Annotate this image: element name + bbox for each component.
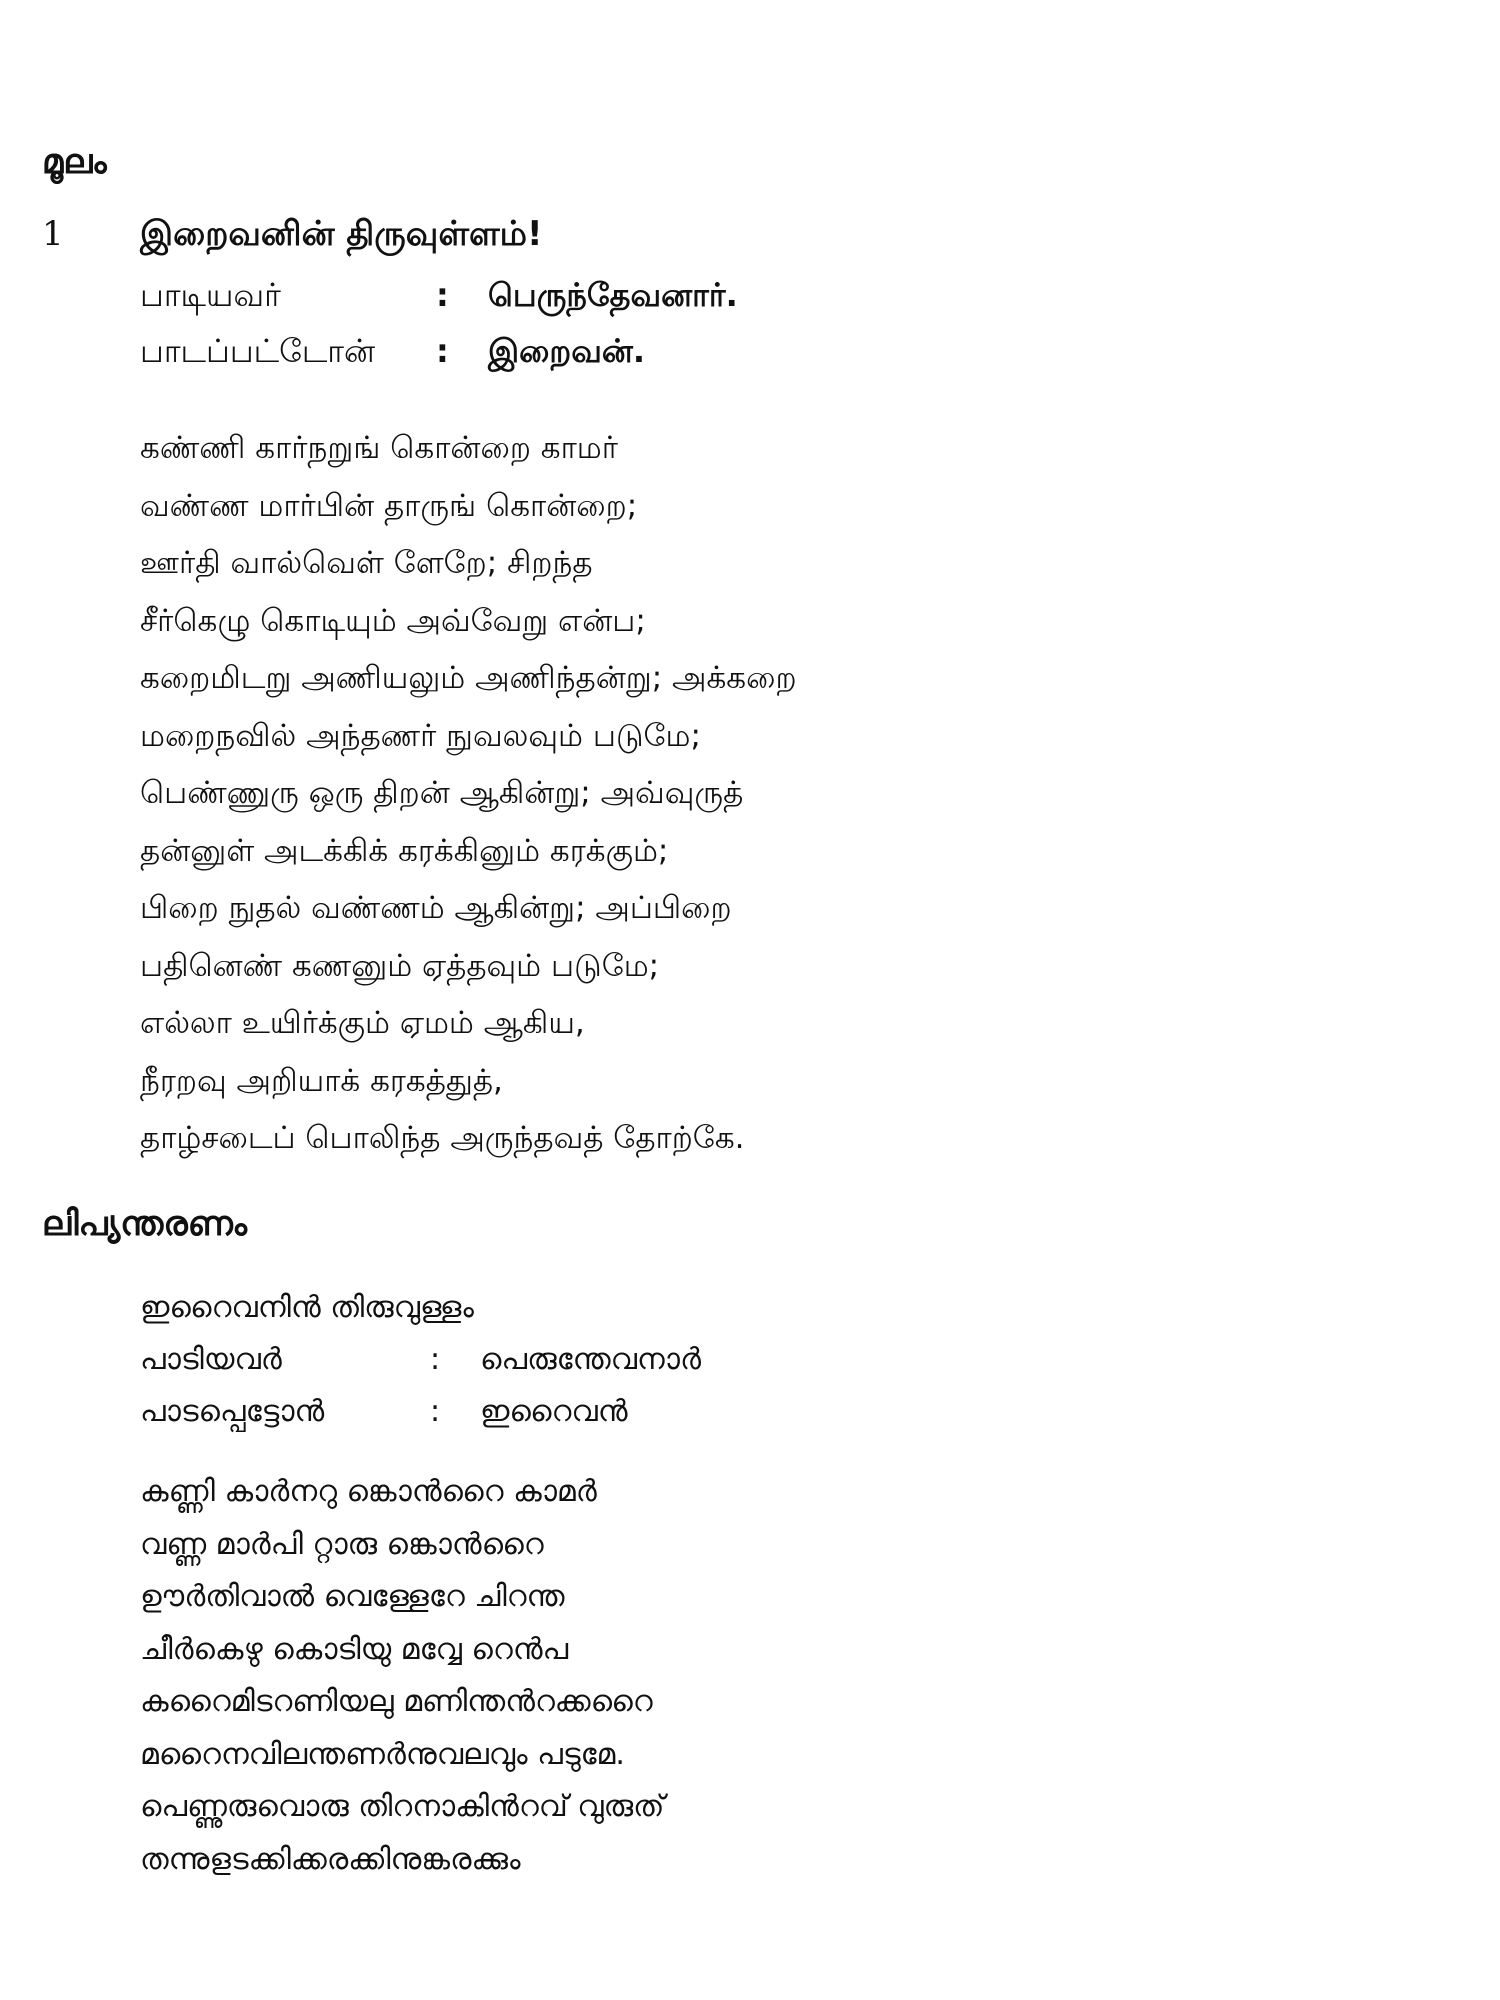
meta-label: பாடியவர் xyxy=(140,276,281,314)
meta-colon: : xyxy=(436,332,449,370)
poem-lines-original xyxy=(140,420,797,1168)
meta-colon: : xyxy=(430,1342,441,1377)
meta-colon: : xyxy=(430,1394,441,1429)
meta-row-author xyxy=(140,1342,840,1386)
poem-line: நீரறவு அறியாக் கரகத்துத், xyxy=(140,1062,503,1099)
poem-title: இறைவனின் திருவுள்ளம்! xyxy=(140,214,543,254)
poem-line: தாழ்சடைப் பொலிந்த அருந்தவத் தோற்கே. xyxy=(140,1120,745,1156)
poem-line: തന്നുളടക്കിക്കരക്കിനുങ്കരക്കും xyxy=(140,1841,521,1877)
meta-row-author xyxy=(140,276,840,320)
poem-line: കണ്ണി കാർനറു ങ്കൊൻറൈ കാമർ xyxy=(140,1474,597,1509)
meta-value: പെരുന്തേവനാർ xyxy=(480,1342,701,1377)
poem-line: மறைநவில் அந்தணர் நுவலவும் படுமே; xyxy=(140,717,701,754)
poem-line: கண்ணி கார்நறுங் கொன்றை காமர் xyxy=(140,430,618,466)
meta-label: பாடப்பட்டோன் xyxy=(140,332,376,370)
meta-colon: : xyxy=(436,276,449,314)
meta-value: பெருந்தேவனார். xyxy=(488,276,738,314)
poem-lines-transliteration xyxy=(140,1466,664,1886)
meta-label: പാടിയവർ xyxy=(140,1342,282,1377)
poem-line: ஊர்தி வால்வெள் ளேறே; சிறந்த xyxy=(140,545,593,581)
poem-number: 1 xyxy=(42,214,64,254)
poem-line: எல்லா உயிர்க்கும் ஏமம் ஆகிய, xyxy=(140,1005,585,1041)
meta-label: പാടപ്പെട്ടോൻ xyxy=(140,1394,325,1429)
poem-line: കറൈമിടറണിയലു മണിന്തൻറക്കറൈ xyxy=(140,1684,653,1719)
poem-line: ചീർകെഴു കൊടിയു മവ്വേ റെൻപ xyxy=(140,1631,569,1667)
poem-line: பிறை நுதல் வண்ணம் ஆகின்று; அப்பிறை xyxy=(140,890,732,926)
poem-line: தன்னுள் அடக்கிக் கரக்கினும் கரக்கும்; xyxy=(140,832,669,869)
poem-line: പെണ്ണുരുവൊരു തിറനാകിൻറവ് വുരുത് xyxy=(140,1789,665,1824)
poem-line: சீர்கெழு கொடியும் அவ்வேறு என்ப; xyxy=(140,602,646,639)
section-heading-transliteration: ലിപ്യന്തരണം xyxy=(42,1204,248,1244)
poem-line: ഊർതിവാൽ വെള്ളേറേ ചിറന്ത xyxy=(140,1579,565,1614)
poem-line: വണ്ണ മാർപി റ്റാരു ങ്കൊൻറൈ xyxy=(140,1526,544,1562)
transliteration-title xyxy=(140,1290,840,1334)
poem-line: கறைமிடறு அணியலும் அணிந்தன்று; அக்கறை xyxy=(140,660,797,696)
poem-line: பெண்ணுரு ஒரு திறன் ஆகின்று; அவ்வுருத் xyxy=(140,775,744,811)
poem-line: வண்ண மார்பின் தாருங் கொன்றை; xyxy=(140,487,638,524)
meta-row-subject xyxy=(140,1394,840,1438)
poem-title: ഇറൈവനിൻ തിരുവുള്ളം xyxy=(140,1290,474,1325)
meta-row-subject xyxy=(140,332,840,376)
section-heading-original: മൂലം xyxy=(42,142,107,182)
poem-line: മറൈനവിലന്തണർനുവലവും പടുമേ. xyxy=(140,1736,625,1772)
meta-value: இறைவன். xyxy=(488,332,645,370)
meta-value: ഇറൈവൻ xyxy=(480,1394,628,1429)
poem-line: பதினெண் கணனும் ஏத்தவும் படுமே; xyxy=(140,947,660,984)
